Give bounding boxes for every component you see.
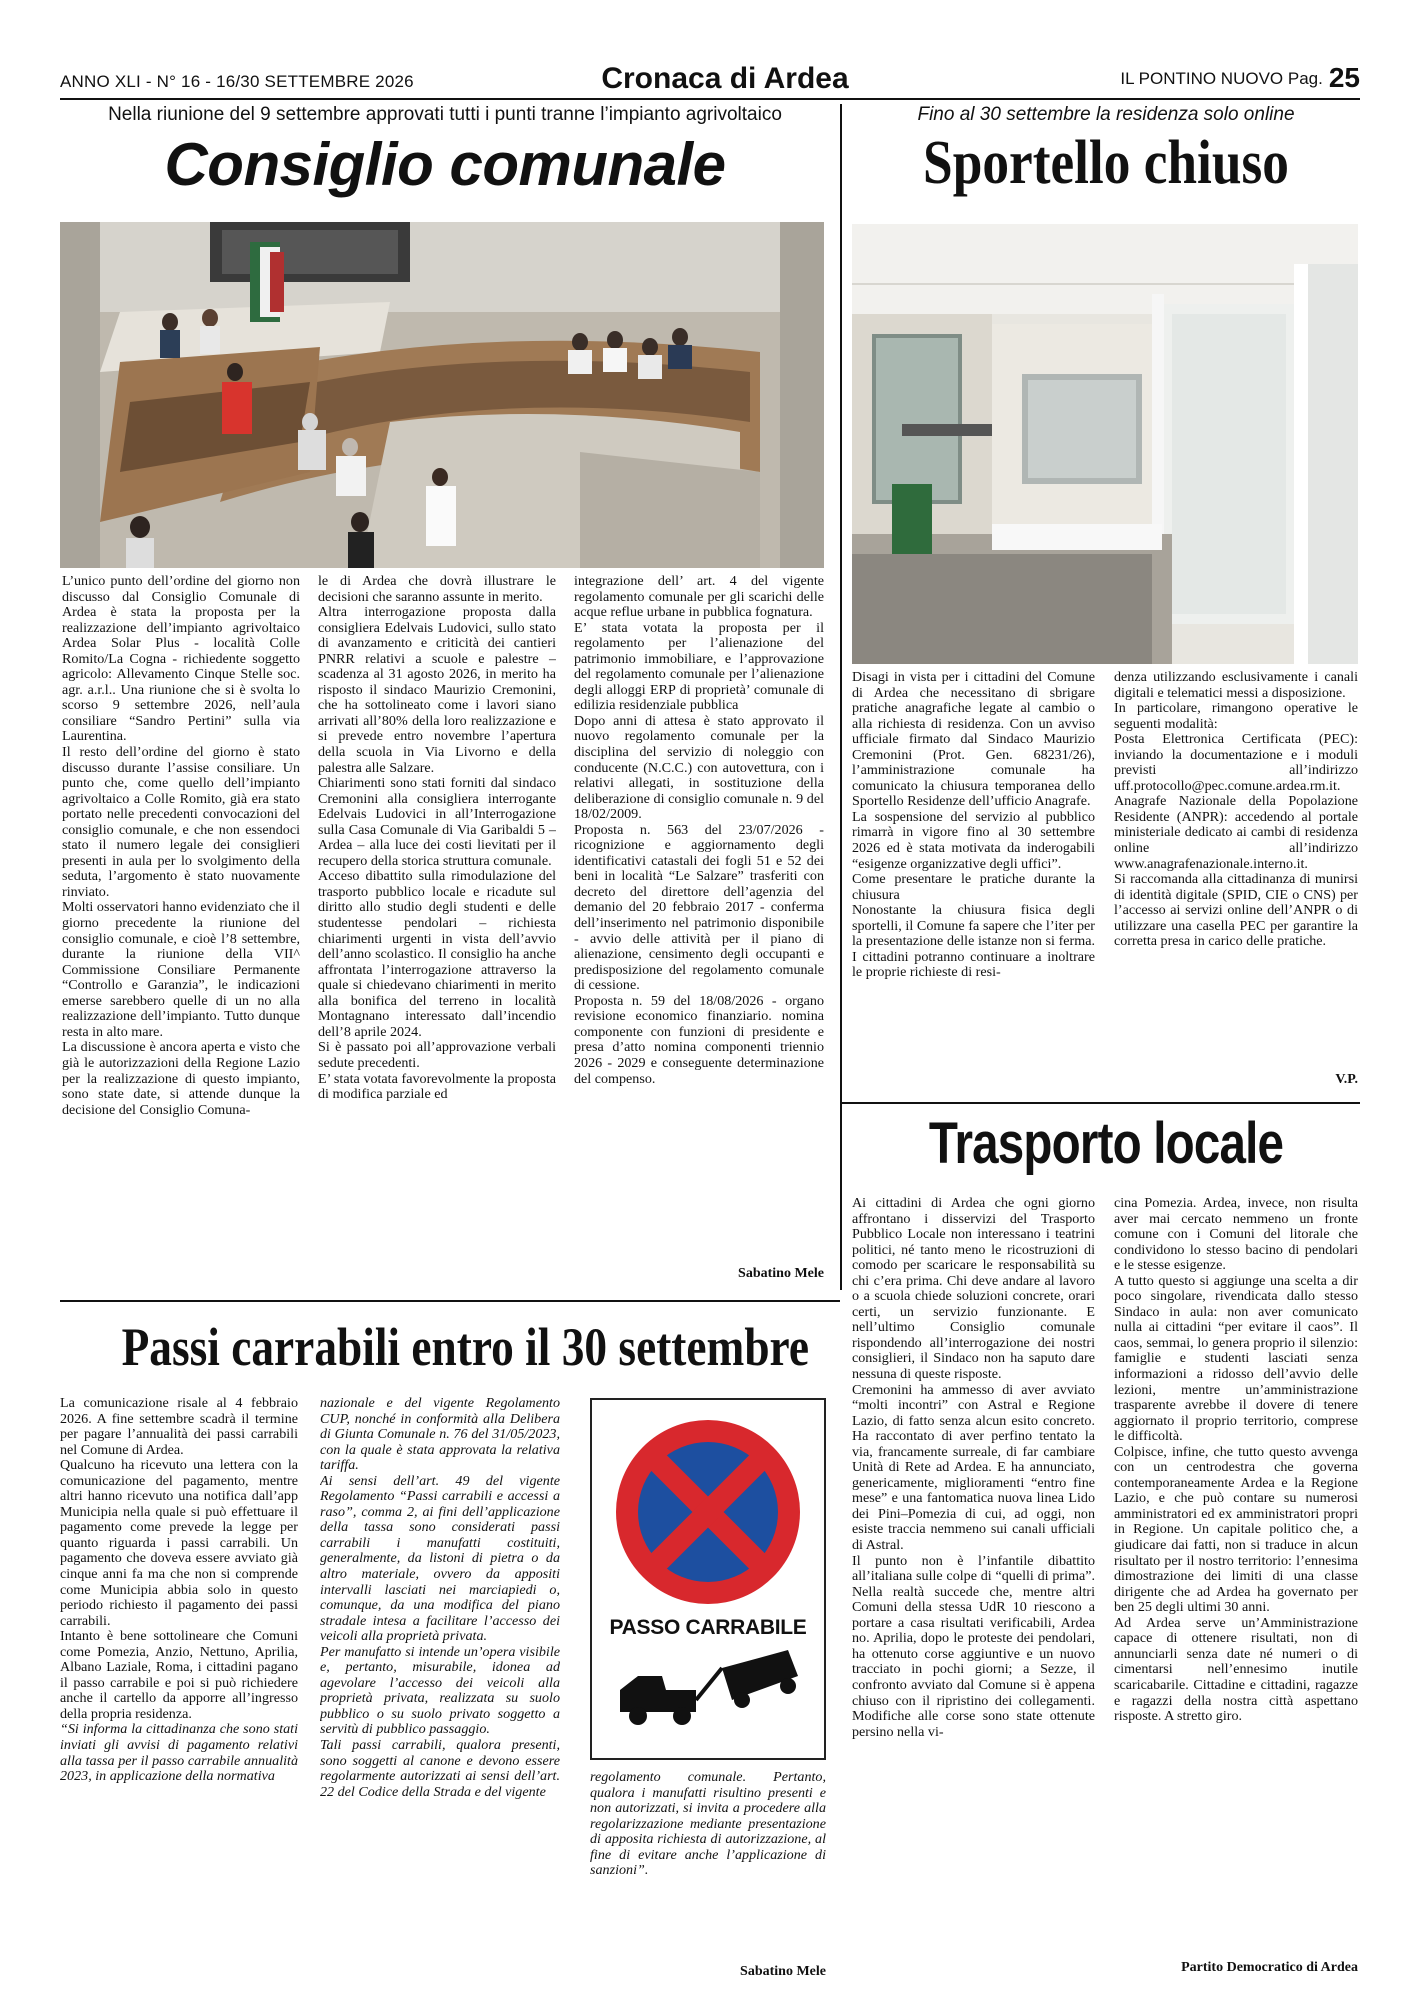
passi-text-1-italic: “Si informa la cittadinanza che sono stati inviati gli avvisi di pagamento relativi alla tassa per il passo carrabile annualità 2023, in applicazione della normativa bbox=[60, 1721, 298, 1785]
consiglio-signature: Sabatino Mele bbox=[738, 1266, 824, 1281]
passi-col-2 bbox=[320, 1396, 560, 1986]
sportello-signature: V.P. bbox=[1335, 1072, 1358, 1087]
consiglio-col-3 bbox=[574, 574, 824, 1264]
no-parking-icon bbox=[592, 1400, 824, 1758]
trasporto-signature: Partito Democratico di Ardea bbox=[1181, 1960, 1358, 1975]
passi-col-3 bbox=[590, 1770, 826, 1950]
sportello-col-2 bbox=[1114, 670, 1358, 1070]
passi-text-3: regolamento comunale. Pertanto, qualora i manufatti risultino presenti e non autorizzati, si invita a procedere alla regolarizzazione mediante presentazione di apposita richiesta di autorizzazione, al fine di evitare anche l’applicazione di sanzioni”. bbox=[590, 1770, 826, 1879]
passi-title: Passi carrabili entro il 30 settembre bbox=[121, 1317, 810, 1377]
consiglio-col-1 bbox=[62, 574, 300, 1284]
trasporto-title: Trasporto locale bbox=[928, 1111, 1284, 1176]
sportello-text-1: Disagi in vista per i cittadini del Comune di Ardea che necessitano di sbrigare pratiche anagrafiche legate al cambio o alla richiesta di residenza. Con un avviso ufficiale firmato dal Sindaco Maurizio Cremonini (Prot. Gen. 68231/26), l’amministrazione comunale ha comunicato la chiusura temporanea dello Sportello Residenze dell’ufficio Anagrafe. La sospensione del servizio al pubblico rimarrà in vigore fino al 30 settembre 2026 ed è stata motivata da inderogabili “esigenze organizzative degli uffici”. Come presentare le pratiche durante la chiusura Nonostante la chiusura fisica degli sportelli, il Comune fa sapere che l’iter per la presentazione delle istanze non si ferma. I cittadini potranno continuare a inoltrare le proprie richieste di resi- bbox=[852, 670, 1095, 981]
divider-trasporto bbox=[842, 1102, 1360, 1104]
passi-text-2: nazionale e del vigente Regolamento CUP, nonché in conformità alla Delibera di Giunta Comunale n. 76 del 31/05/2023, con la quale è stata approvata la relativa tariffa. Ai sensi dell’art. 49 del vigente Regolamento “Passi carrabili e accessi a raso”, comma 2, ai fini dell’applicazione della tassa sono considerati passi carrabili i manufatti costituiti, generalmente, da listoni di pietra o da altro materiale, ovvero da appositi intervalli lasciati nei marciapiedi o, comunque, da una modifica del piano stradale intesa a facilitare l’accesso dei veicoli alla proprietà privata. Per manufatto si intende un’opera visibile e, pertanto, misurabile, idonea ad agevolare l’accesso dei veicoli alla proprietà privata, realizzata su suolo pubblico o su suolo privato soggetto a servitù di pubblico passaggio. Tali passi carrabili, qualora presenti, sono soggetti al canone e devono essere regolarmente autorizzati ai sensi dell’art. 22 del Codice della Strada e del vigente bbox=[320, 1396, 560, 1800]
consiglio-col-2 bbox=[318, 574, 556, 1284]
page-number: 25 bbox=[1328, 62, 1360, 93]
publication-name: IL PONTINO NUOVO Pag. bbox=[1120, 69, 1323, 88]
sportello-title: Sportello chiuso bbox=[923, 129, 1289, 197]
passi-text-1: La comunicazione risale al 4 febbraio 2026. A fine settembre scadrà il termine per pagare l’annualità dei passi carrabili nel Comune di Ardea. Qualcuno ha ricevuto una lettera con la comunicazione del pagamento, mentre altri hanno ricevuto una notifica dall’app Municipia nella quale si può effettuare il pagamento come prevede la legge per quanto riguarda i passi carrabili. Un pagamento che doveva essere avviato già cinque anni fa ma che non si comprende come Municipia abbia solo in questo periodo richiesto il pagamento dei passi carrabili. Intanto è bene sottolineare che Comuni come Pomezia, Anzio, Nettuno, Aprilia, Albano Laziale, Roma, i cittadini pagano il passo carrabile e poi si può richiedere anche il cartello da apporre all’ingresso della propria residenza. bbox=[60, 1396, 298, 1722]
page-header bbox=[60, 62, 1360, 100]
consiglio-text-2: le di Ardea che dovrà illustrare le decisioni che saranno assunte in merito. Altra interrogazione proposta dalla consigliera Edelvais Ludovici, sullo stato di avanzamento e criticità dei cantieri PNRR relativi a scuole e palestre – scadenza al 31 agosto 2026, in merito ha risposto il sindaco Maurizio Cremonini, che ha sottolineato come i lavori siano arrivati all’80% della loro realizzazione e si prevede entro novembre l’apertura della scuola in Via Livorno e della palestra alle Salzare. Chiarimenti sono stati forniti dal sindaco Cremonini alla consigliera interrogante Edelvais Ludovici in all’Interrogazione sulla Casa Comunale di Via Garibaldi 5 – Ardea – alla luce dei costi lievitati per il recupero della storica struttura comunale. Acceso dibattito sulla rimodulazione del trasporto pubblico locale e ricadute sul diritto allo studio degli studenti e delle studentesse pendolari – richiesta chiarimenti urgenti in vista dell’avvio dell’anno scolastico. Il consiglio ha anche affrontata l’interrogazione attraverso la quale si chiedevano chiarimenti in merito alla bonifica del terreno in località Montagnano interessato dall’incendio dell’8 aprile 2024. Si è passato poi all’approvazione verbali sedute precedenti. E’ stata votata favorevolmente la proposta di modifica parziale ed bbox=[318, 574, 556, 1103]
trasporto-col-1 bbox=[852, 1196, 1095, 1988]
consiglio-text-3: integrazione dell’ art. 4 del vigente regolamento comunale per gli scarichi delle acque reflue urbane in pubblica fognatura. E’ stata votata la proposta per il regolamento per l’alienazione del patrimonio immobiliare, e l’approvazione del regolamento comunale per l’alienazione degli alloggi ERP di proprietà’ comunale di edilizia residenziale pubblica Dopo anni di attesa è stato approvato il nuovo regolamento comunale per la disciplina del servizio di noleggio con conducente (N.C.C.) con autovettura, con i relativi allegati, in sostituzione della deliberazione di consiglio comunale n. 9 del 18/02/2009. Proposta n. 563 del 23/07/2026 - ricognizione e aggiornamento degli identificativi catastali dei fogli 51 e 52 dei beni in località “Le Salzare” trasferiti con decreto del direttore dell’agenzia del demanio del 20 febbraio 2017 - conferma dell’inserimento nel patrimonio disponibile - avvio delle attività per il piano di alienazione, censimento degli occupanti e predisposizione del regolamento comunale di cessione. Proposta n. 59 del 18/08/2026 - organo revisione economico finanziario. nomina componente con funzioni di presidente e presa d’atto nomina componenti triennio 2026 - 2029 e conseguente determinazione del compenso. bbox=[574, 574, 824, 1087]
council-photo bbox=[60, 222, 824, 568]
council-photo-illustration bbox=[60, 222, 824, 568]
trasporto-text-2: cina Pomezia. Ardea, invece, non risulta aver mai cercato nemmeno un fronte comune con i Comuni del litorale che condividono lo stesso bacino di pendolari e le stesse esigenze. A tutto questo si aggiunge una scelta a dir poco singolare, rivendicata dallo stesso Sindaco in aula: non aver comunicato nulla ai cittadini “per evitare il caos”. Il caos, semmai, lo genera proprio il silenzio: famiglie e studenti lasciati senza informazioni a ridosso dell’avvio delle lezioni, mentre un’amministrazione trasparente avrebbe il dovere di tenere aggiornato il proprio territorio, comprese le difficoltà. Colpisce, infine, che tutto questo avvenga con un centrodestra che governa contemporaneamente Ardea e la Regione Lazio, e che può contare su numerosi amministratori ed ex amministratori propri in Regione. Un capitale politico che, a giudicare dai fatti, non si traduce in alcun risultato per il nostro territorio: l’ennesima dimostrazione dei limiti di una classe dirigente che ad Ardea ha governato per ben 25 degli ultimi 30 anni. Ad Ardea serve un’Amministrazione capace di ottenere risultati, non di annunciarli senza date né numeri o di cimentarsi nell’ennesimo inutile scaricabarile. Cittadine e cittadini, ragazze e ragazzi della nostra città aspettano risposte. A stretto giro. bbox=[1114, 1196, 1358, 1725]
column-divider bbox=[840, 104, 842, 1290]
consiglio-text-1: L’unico punto dell’ordine del giorno non discusso dal Consiglio Comunale di Ardea è stata la proposta per la realizzazione dell’impianto agrivoltaico Ardea Solar Plus - località Colle Romito/La Cogna - richiedente soggetto agricolo: Allevamento Cinque Stelle soc. agr. a.r.l.. Una riunione che si è svolta lo scorso 9 settembre 2026, nell’aula consiliare “Sandro Pertini” sulla via Laurentina. Il resto dell’ordine del giorno è stato discusso durante l’assise consiliare. Un punto che, come quello dell’impianto agrivoltaico a Colle Romito, già era stato portato nelle precedenti convocazioni del consiglio comunale, e che non essendoci stato il numero legale dei consiglieri presenti in aula per lo svolgimento della seduta, l’argomento è stato nuovamente rinviato. Molti osservatori hanno evidenziato che il giorno precedente la riunione del consiglio comunale, e cioè l’8 settembre, durante la riunione della VII^ Commissione Consiliare Permanente “Controllo e Garanzia”, le indicazioni emerse sarebbero quelle di un no alla realizzazione dell’impianto. Tutto dunque resta in alto mare. La discussione è ancora aperta e visto che già le autorizzazioni della Regione Lazio per la realizzazione di questo impianto, sono state date, si attende dunque la decisione del Consiglio Comuna- bbox=[62, 574, 300, 1118]
issue-info: ANNO XLI - N° 16 - 16/30 SETTEMBRE 2026 bbox=[60, 72, 414, 91]
consiglio-title: Consiglio comunale bbox=[164, 131, 726, 198]
section-title: Cronaca di Ardea bbox=[601, 62, 849, 95]
consiglio-kicker: Nella riunione del 9 settembre approvati tutti i punti tranne l’impianto agrivoltaico bbox=[108, 104, 782, 125]
office-photo-illustration bbox=[852, 224, 1358, 664]
sportello-col-1 bbox=[852, 670, 1095, 1096]
office-photo bbox=[852, 224, 1358, 664]
sportello-kicker: Fino al 30 settembre la residenza solo online bbox=[917, 104, 1295, 125]
passi-signature: Sabatino Mele bbox=[740, 1964, 826, 1979]
passi-col-1 bbox=[60, 1396, 298, 1986]
sportello-text-2: denza utilizzando esclusivamente i canali digitali e telematici messi a disposizione. In particolare, rimangono operative le seguenti modalità: Posta Elettronica Certificata (PEC): inviando la documentazione e i moduli previsti all’indirizzo uff.protocollo@pec.comune.ardea.rm.it. Anagrafe Nazionale della Popolazione Residente (ANPR): accedendo al portale ministeriale dedicato ai cambi di residenza online all’indirizzo www.anagrafenazionale.interno.it. Si raccomanda alla cittadinanza di munirsi di identità digitale (SPID, CIE o CNS) per l’accesso ai servizi online dell’ANPR o di utilizzare una casella PEC per garantire la corretta presa in carico delle pratiche. bbox=[1114, 670, 1358, 950]
passo-carrabile-sign bbox=[590, 1398, 826, 1760]
divider-passi bbox=[60, 1300, 840, 1302]
trasporto-col-2 bbox=[1114, 1196, 1358, 1956]
publication-info bbox=[1120, 62, 1360, 94]
trasporto-text-1: Ai cittadini di Ardea che ogni giorno affrontano i disservizi del Trasporto Pubblico Locale non interessano i teatrini politici, né tanto meno le ricostruzioni di comodo per scaricare le responsabilità su chi c’era prima. Chi deve andare al lavoro o a scuola chiede soluzioni concrete, orari certi, un servizio funzionante. E nell’ultimo Consiglio comunale rispondendo all’interrogazione dei nostri consiglieri, il Sindaco non ha saputo dare nessuna di queste risposte. Cremonini ha ammesso di aver avviato “molti incontri” con Astral e Regione Lazio, di fatto senza alcun esito concreto. Ha raccontato di aver perfino tentato la via, francamente surreale, di far cambiare Unità di Rete ad Ardea. E ha annunciato, genericamente, miglioramenti “entro fine mese” e una fantomatica nuova linea Lido dei Pini–Pomezia di cui, ad oggi, non esiste traccia nemmeno sui canali ufficiali di Astral. Il punto non è l’infantile dibattito all’italiana sulle colpe di “quelli di prima”. Nella realtà succede che, mentre altri Comuni della stessa UdR 10 riescono a portare a casa risultati verificabili, Ardea no. Aprilia, dopo le proteste dei pendolari, ha ottenuto corse aggiuntive e un nuovo tracciato in pochi giorni; a Sezze, il confronto avviato dal Comune si è appena chiuso con il ripristino dei collegamenti. Modifiche alle corse sono state ottenute persino nella vi- bbox=[852, 1196, 1095, 1740]
tow-truck-icon bbox=[620, 1650, 798, 1725]
sign-text: PASSO CARRABILE bbox=[609, 1616, 807, 1639]
